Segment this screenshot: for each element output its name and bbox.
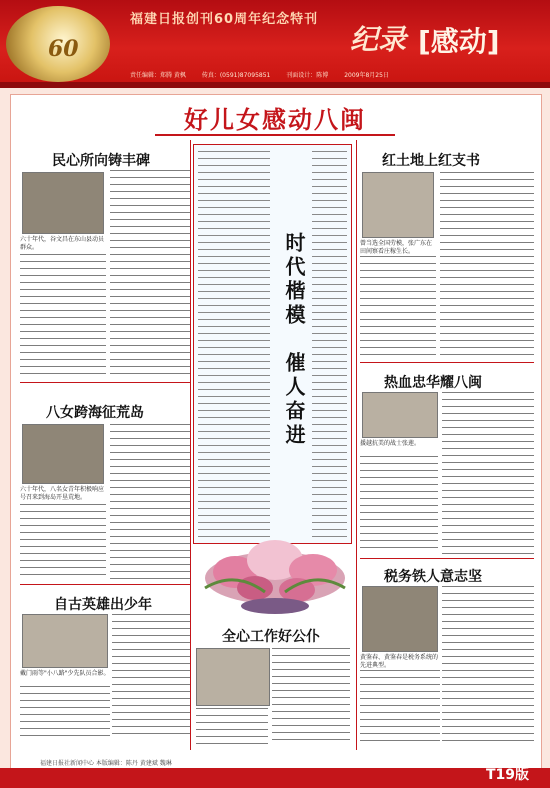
text-block-left2b [110,424,190,580]
anniversary-number: 60 [48,36,79,62]
text-block-bottom-center-b [272,648,350,744]
issue-date: 2009年8月25日 [344,72,389,79]
text-block-left1a [20,254,106,374]
footer-logo: 福建日报 [445,747,510,766]
divider-right1 [360,362,534,363]
logo-bracket: [感动] [418,25,500,58]
caption-right2: 援越抗美的战士张莲。 [360,440,421,447]
text-block-bottom-center-a [196,708,268,744]
caption-left2: 六十年代，八名女青年积极响应号召来到海岛开垦荒地。 [20,486,105,501]
section-title-bottom-center: 全心工作好公仆 [222,629,320,645]
logo-script: 纪录 [350,23,407,56]
text-block-left3b [112,614,190,740]
center-text-right [312,151,347,537]
photo-left1 [22,172,104,234]
column-divider-left [190,140,191,750]
text-block-left1b [110,170,190,374]
photo-right1 [362,172,434,238]
section-title-left1: 民心所向铸丰碑 [52,153,150,169]
section-title-left2: 八女跨海征荒岛 [46,405,144,421]
text-block-left3a [20,686,110,740]
section-title-right1: 红土地上红支书 [382,153,480,169]
caption-left3: 戴门雨等"小八路"少先队员合影。 [20,670,110,677]
caption-right1: 曾当选全国劳模，张广东在田间察看庄稼生长。 [360,240,433,255]
footer-note: 福建日报社新闻中心 本版编辑：陈丹 黄建斌 魏琳 [40,760,172,767]
divider-right2 [360,558,534,559]
meta-row [130,70,403,79]
text-block-right2b [442,392,534,554]
photo-left2 [22,424,104,484]
section-title-right2: 热血忠华耀八闽 [384,375,482,391]
editor-info: 责任编辑：郑腾 黄枫 [130,72,186,79]
text-block-right1a [360,256,436,358]
text-block-right3b [442,586,534,742]
divider-left2 [20,584,190,585]
divider-left1 [20,382,190,383]
caption-right3: 黄鉴春、黄鉴春是税务系统的先进典型。 [360,654,439,669]
text-block-right2a [360,456,438,554]
text-block-right1b [440,172,534,358]
photo-bottom-center [196,648,270,706]
page-number: T19版 [486,767,530,783]
flower-bouquet-illustration [195,510,355,620]
center-text-left [198,151,270,537]
text-block-left2a [20,504,106,580]
column-divider-right [356,140,357,750]
photo-right3 [362,586,438,652]
photo-right2 [362,392,438,438]
title-underline [155,134,395,136]
section-title-left3: 自古英雄出少年 [54,597,152,613]
footer-bar [0,768,550,788]
caption-left1: 六十年代，谷文昌在东山县动员群众。 [20,236,105,251]
header-banner [0,0,550,88]
center-title: 时代楷模 催人奋进 [282,232,306,448]
banner-title: 福建日报创刊60周年纪念特刊 [130,12,319,27]
text-block-right3a [360,670,440,742]
photo-left3 [22,614,108,668]
section-title-right3: 税务铁人意志坚 [384,569,482,585]
designer-info: 刊面设计：陈博 [286,72,329,79]
fax-info: 传真：(0591)87095851 [201,72,271,79]
main-title: 好儿女感动八闽 [184,105,366,134]
pearl-shell-logo [6,6,110,82]
